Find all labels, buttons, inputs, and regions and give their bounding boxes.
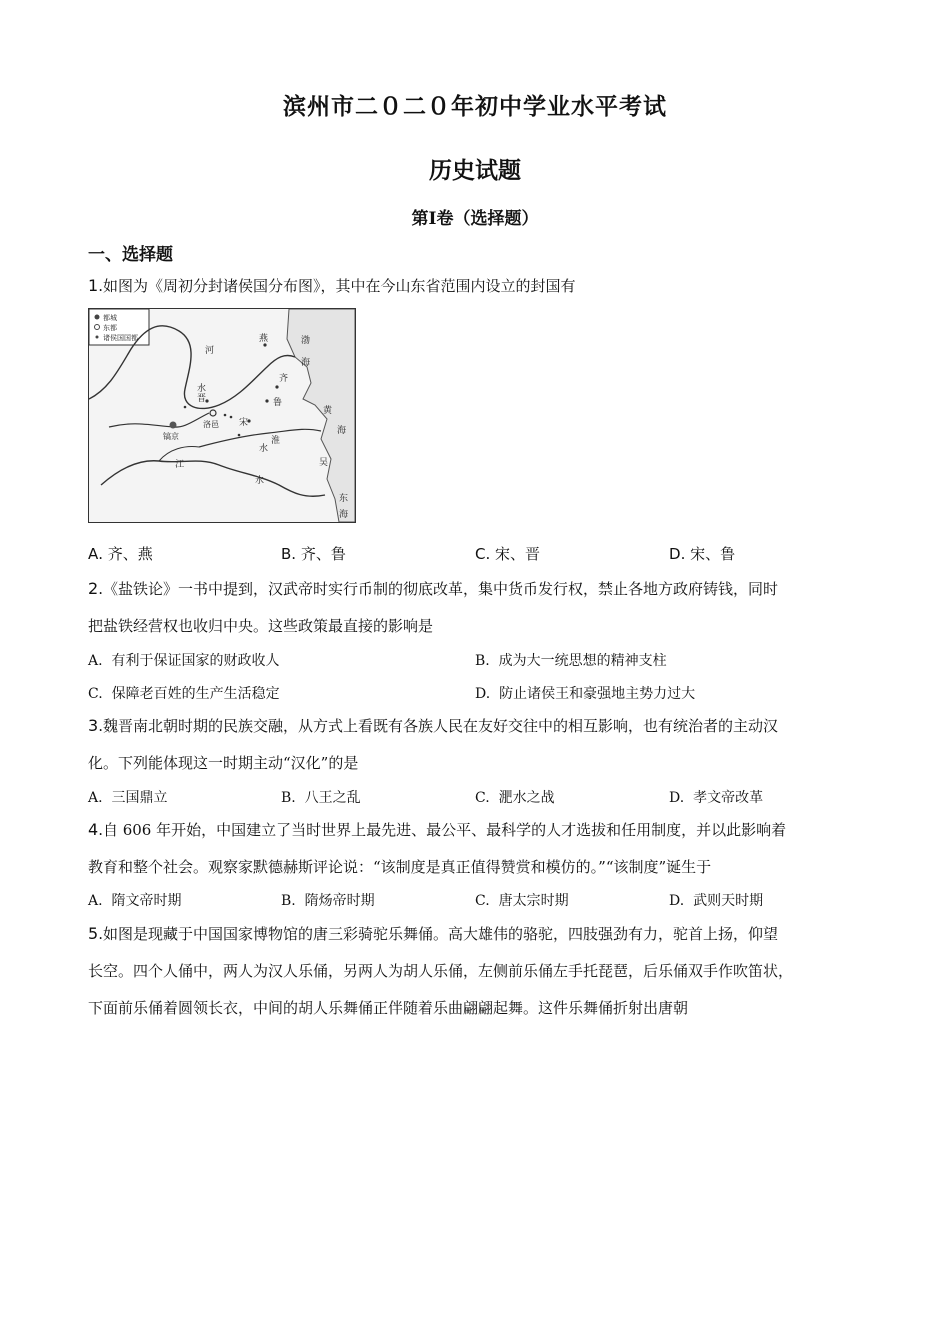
map-label: 晋 bbox=[197, 394, 207, 404]
question-3 bbox=[88, 715, 778, 736]
map-label: 渤 bbox=[301, 336, 311, 346]
map-label: 水 bbox=[197, 384, 207, 394]
zhou-fengjian-map bbox=[88, 308, 356, 523]
map-label: 河 bbox=[205, 346, 215, 356]
map-label: 海 bbox=[339, 510, 349, 520]
legend-label: 都城 bbox=[103, 314, 117, 322]
section-heading: 一、选择题 bbox=[88, 245, 173, 265]
map-label: 宋 bbox=[239, 418, 249, 428]
q3-option-c: C. 淝水之战 bbox=[475, 790, 555, 806]
legend-label: 诸侯国国都 bbox=[103, 334, 138, 342]
q4-option-b: B. 隋炀帝时期 bbox=[281, 893, 375, 909]
map-label: 海 bbox=[301, 358, 311, 368]
question-number: 3 bbox=[88, 716, 99, 735]
question-3-cont: 化。下列能体现这一时期主动“汉化”的是 bbox=[88, 754, 359, 772]
legend-vassal-icon bbox=[96, 336, 99, 339]
yangtze-river bbox=[101, 461, 325, 497]
q2-option-c: C. 保障老百姓的生产生活稳定 bbox=[88, 686, 280, 702]
exam-title: 滨州市二０二０年初中学业水平考试 bbox=[283, 93, 667, 120]
q1-option-a: A. 齐、燕 bbox=[88, 545, 153, 563]
q2-option-a: A. 有利于保证国家的财政收人 bbox=[88, 653, 280, 669]
map-label: 东 bbox=[339, 494, 349, 504]
map-label: 黄 bbox=[323, 406, 333, 416]
question-1 bbox=[88, 275, 575, 296]
q3-option-a: A. 三国鼎立 bbox=[88, 790, 168, 806]
vassal-marker bbox=[224, 414, 227, 417]
map-label: 鲁 bbox=[273, 398, 283, 408]
han-river bbox=[159, 447, 199, 461]
exam-subtitle: 历史试题 bbox=[429, 157, 521, 184]
question-number: 1 bbox=[88, 276, 99, 295]
lu-marker bbox=[265, 399, 268, 402]
vassal-marker bbox=[238, 434, 241, 437]
q4-option-a: A. 隋文帝时期 bbox=[88, 893, 182, 909]
question-4 bbox=[88, 819, 786, 840]
q2-option-d: D. 防止诸侯王和豪强地主势力过大 bbox=[475, 686, 696, 702]
q1-option-d: D. 宋、鲁 bbox=[669, 545, 736, 563]
question-4-cont: 教育和整个社会。观察家默德赫斯评论说：“该制度是真正值得赞赏和模仿的。”“该制度”诞生于 bbox=[88, 858, 712, 876]
question-5-cont2: 下面前乐俑着圆领长衣，中间的胡人乐舞俑正伴随着乐曲翩翩起舞。这件乐舞俑折射出唐朝 bbox=[88, 999, 689, 1017]
map-label: 水 bbox=[259, 444, 269, 454]
map-label: 江 bbox=[175, 460, 185, 470]
q1-option-c: C. 宋、晋 bbox=[475, 545, 541, 563]
question-number: 4 bbox=[88, 820, 99, 839]
question-2 bbox=[88, 578, 778, 599]
question-text: .魏晋南北朝时期的民族交融，从方式上看既有各族人民在友好交往中的相互影响，也有统治者的主动汉 bbox=[98, 717, 778, 735]
map-label: 镐京 bbox=[163, 432, 179, 441]
map-graphic bbox=[89, 309, 355, 522]
map-label: 淮 bbox=[271, 436, 281, 446]
question-text: .如图为《周初分封诸侯国分布图》，其中在今山东省范围内设立的封国有 bbox=[98, 277, 576, 295]
question-2-cont: 把盐铁经营权也收归中央。这些政策最直接的影响是 bbox=[88, 617, 434, 635]
map-label: 燕 bbox=[259, 334, 269, 344]
map-label: 水 bbox=[255, 476, 265, 486]
map-label: 吴 bbox=[319, 458, 329, 468]
question-text: .《盐铁论》一书中提到，汉武帝时实行币制的彻底改革，集中货币发行权，禁止各地方政府铸钱，同时 bbox=[98, 580, 778, 598]
question-text: .如图是现藏于中国国家博物馆的唐三彩骑驼乐舞俑。高大雄伟的骆驼，四肢强劲有力，驼首上扬，仰望 bbox=[98, 925, 778, 943]
legend-capital-icon bbox=[95, 315, 100, 320]
q4-option-d: D. 武则天时期 bbox=[669, 893, 764, 909]
question-number: 5 bbox=[88, 924, 99, 943]
q1-option-b: B. 齐、鲁 bbox=[281, 545, 346, 563]
luoyi-marker bbox=[210, 410, 216, 416]
question-5-cont: 长空。四个人俑中，两人为汉人乐俑，另两人为胡人乐俑，左侧前乐俑左手托琵琶，后乐俑双手作吹笛状， bbox=[88, 962, 794, 980]
map-label: 海 bbox=[337, 426, 347, 436]
q4-option-c: C. 唐太宗时期 bbox=[475, 893, 569, 909]
sea-area bbox=[287, 309, 355, 522]
vassal-marker bbox=[184, 406, 187, 409]
vassal-marker bbox=[230, 416, 233, 419]
question-text: .自 606 年开始，中国建立了当时世界上最先进、最公平、最科学的人才选拔和任用制度，并以此影响着 bbox=[98, 821, 787, 839]
legend-label: 东都 bbox=[103, 324, 117, 332]
question-number: 2 bbox=[88, 579, 99, 598]
question-5 bbox=[88, 923, 778, 944]
volume-heading: 第Ⅰ卷（选择题） bbox=[411, 209, 539, 229]
q2-option-b: B. 成为大一统思想的精神支柱 bbox=[475, 653, 667, 669]
wei-river bbox=[109, 413, 209, 427]
haojing-marker bbox=[170, 422, 177, 429]
map-label: 洛邑 bbox=[203, 420, 219, 429]
map-label: 齐 bbox=[279, 374, 289, 384]
q3-option-b: B. 八王之乱 bbox=[281, 790, 361, 806]
q3-option-d: D. 孝文帝改革 bbox=[669, 790, 764, 806]
qi-marker bbox=[275, 385, 278, 388]
